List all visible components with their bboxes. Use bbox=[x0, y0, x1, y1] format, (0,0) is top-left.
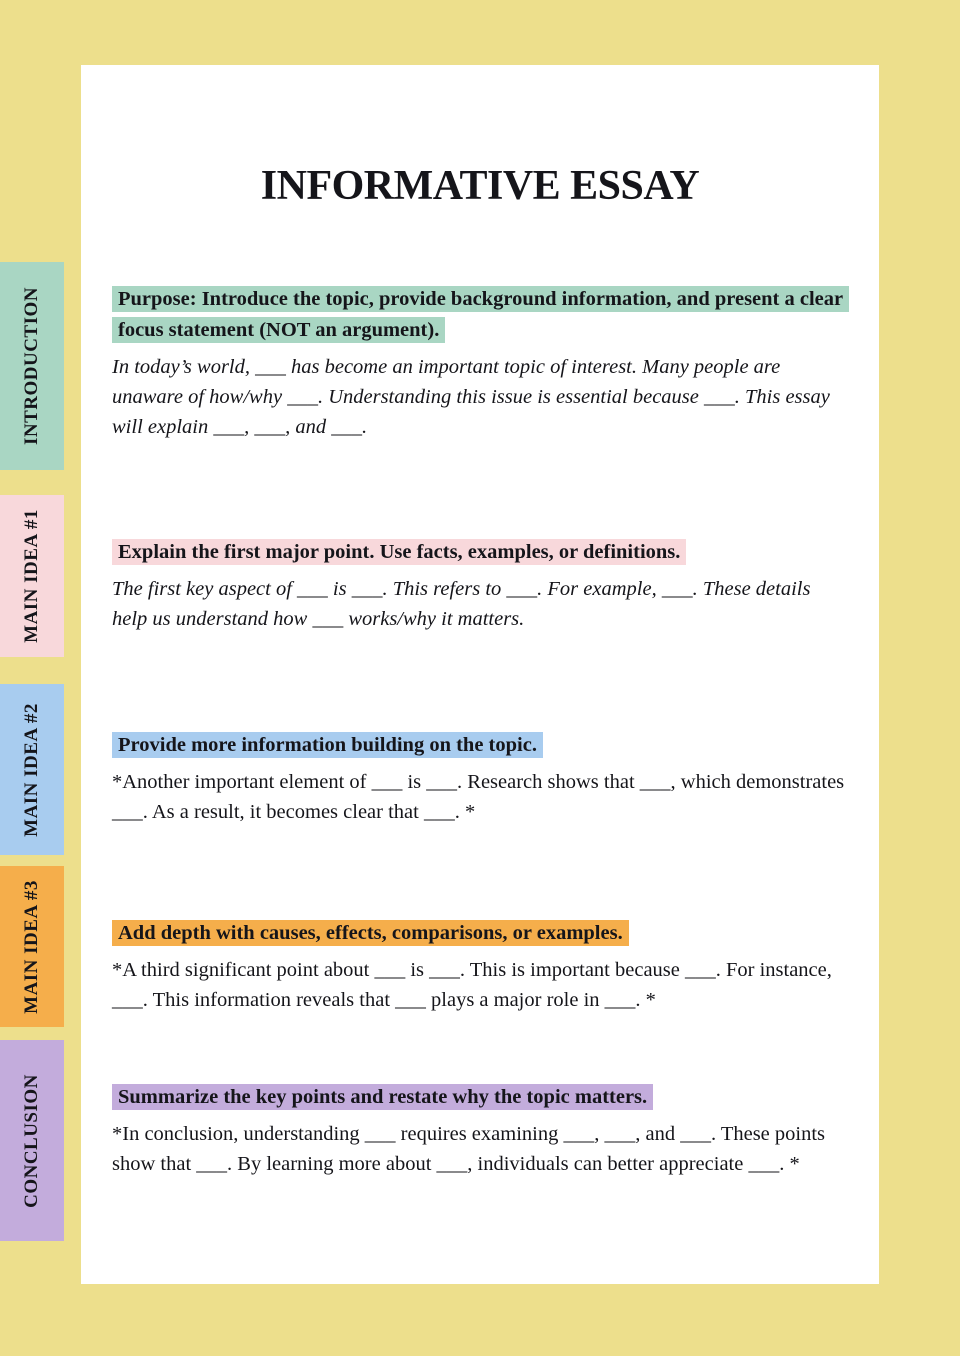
tab-label-main-idea-2: MAIN IDEA #2 bbox=[21, 702, 43, 837]
section-main-idea-1 bbox=[112, 537, 848, 634]
conclusion-body: *In conclusion, understanding ___ requires examining ___, ___, and ___. These points show that ___. By learning more about ___, individuals can better appreciate ___. * bbox=[112, 1123, 826, 1175]
section-tab-main-idea-2 bbox=[0, 684, 64, 855]
section-main-idea-3 bbox=[112, 918, 848, 1015]
section-tab-conclusion bbox=[0, 1040, 64, 1241]
section-main-idea-2 bbox=[112, 730, 848, 827]
tab-label-main-idea-3: MAIN IDEA #3 bbox=[21, 879, 43, 1014]
main-idea-1-heading bbox=[112, 537, 848, 568]
introduction-heading bbox=[112, 284, 848, 346]
main-idea-2-heading-highlight: Provide more information building on the topic. bbox=[112, 732, 543, 758]
conclusion-heading bbox=[112, 1082, 848, 1113]
main-idea-1-heading-highlight: Explain the first major point. Use facts, examples, or definitions. bbox=[112, 539, 686, 565]
main-idea-2-body: *Another important element of ___ is ___. Research shows that ___, which demonstrates ___. As a result, it becomes clear that ___. * bbox=[112, 771, 845, 823]
section-conclusion bbox=[112, 1082, 848, 1179]
main-idea-3-heading bbox=[112, 918, 848, 949]
introduction-heading-highlight: Purpose: Introduce the topic, provide background information, and present a clear focus statement (NOT an argument). bbox=[112, 286, 849, 343]
main-idea-2-heading bbox=[112, 730, 848, 761]
introduction-body: In today’s world, ___ has become an important topic of interest. Many people are unaware of how/why ___. Understanding this issue is essential because ___. This essay will explain ___, ___, and ___. bbox=[112, 356, 830, 438]
main-idea-3-body: *A third significant point about ___ is ___. This is important because ___. For instance, ___. This information reveals that ___ plays a major role in ___. * bbox=[112, 959, 832, 1011]
section-tab-introduction bbox=[0, 262, 64, 470]
tab-label-introduction: INTRODUCTION bbox=[21, 286, 42, 446]
section-tab-main-idea-1 bbox=[0, 495, 64, 657]
page-title: INFORMATIVE ESSAY bbox=[260, 163, 700, 209]
section-tab-main-idea-3 bbox=[0, 866, 64, 1027]
main-idea-1-body: The first key aspect of ___ is ___. This refers to ___. For example, ___. These details help us understand how ___ works/why it matters. bbox=[112, 578, 811, 630]
main-idea-3-heading-highlight: Add depth with causes, effects, comparisons, or examples. bbox=[112, 920, 629, 946]
tab-label-main-idea-1: MAIN IDEA #1 bbox=[21, 509, 43, 643]
section-introduction bbox=[112, 284, 848, 442]
conclusion-heading-highlight: Summarize the key points and restate why the topic matters. bbox=[112, 1084, 653, 1110]
tab-label-conclusion: CONCLUSION bbox=[21, 1073, 42, 1208]
